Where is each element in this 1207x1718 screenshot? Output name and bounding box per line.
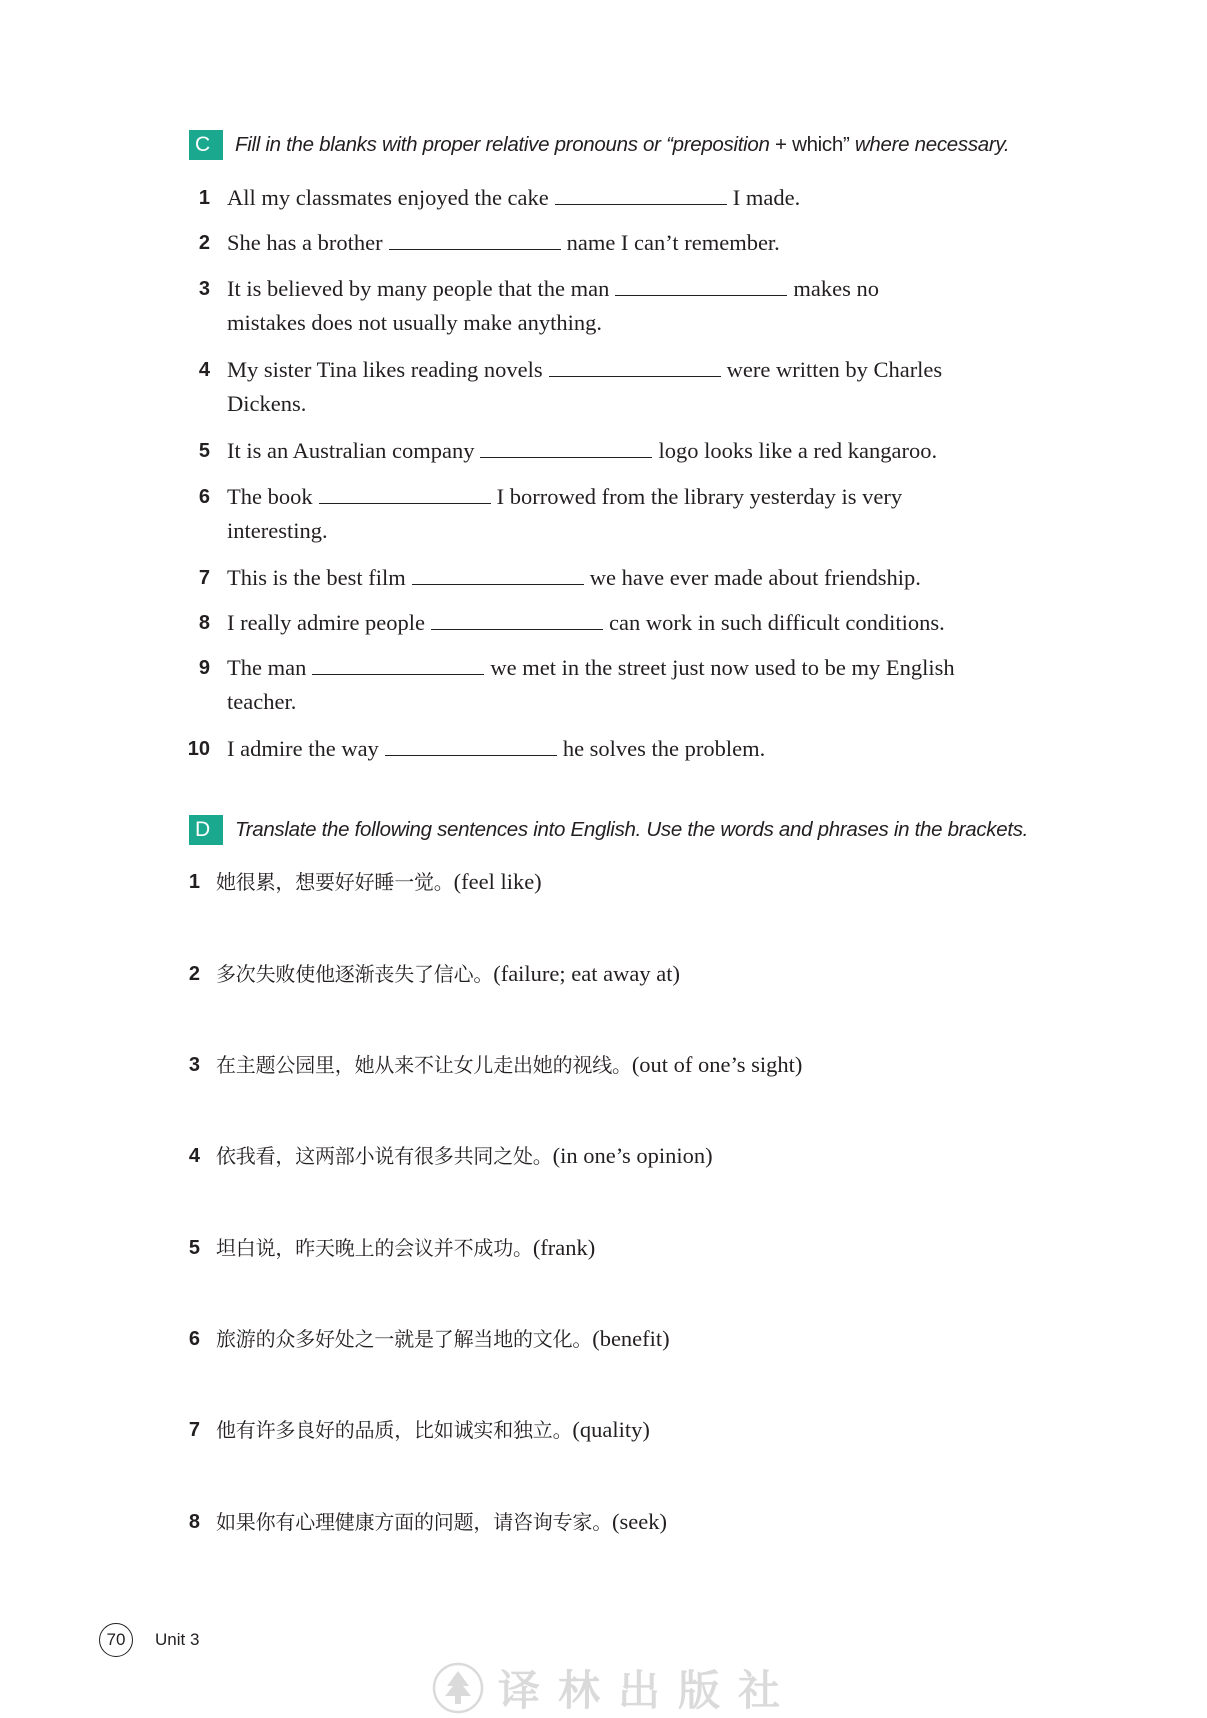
answer-blank[interactable] xyxy=(412,562,584,585)
question-c-7: 7 This is the best film we have ever made about friendship. xyxy=(178,561,1058,595)
publisher-name: 译林出版社 xyxy=(498,1666,799,1715)
page-number: 70 xyxy=(99,1623,133,1657)
question-d-5: 5 坦白说，昨天晚上的会议并不成功。(frank) xyxy=(188,1235,596,1260)
question-d-8: 8 如果你有心理健康方面的问题，请咨询专家。(seek) xyxy=(188,1509,667,1534)
question-c-2: 2 She has a brother name I can’t remember. xyxy=(178,226,1058,260)
answer-blank[interactable] xyxy=(312,652,484,675)
section-c-instruction: Fill in the blanks with proper relative pronouns or “preposition + which” where necessary. xyxy=(235,133,1010,156)
question-c-5: 5 It is an Australian company logo looks like a red kangaroo. xyxy=(178,434,1058,468)
question-d-4: 4 依我看，这两部小说有很多共同之处。(in one’s opinion) xyxy=(188,1143,713,1168)
section-c-badge: C xyxy=(189,130,223,160)
answer-blank[interactable] xyxy=(480,435,652,458)
question-c-6: 6 The book I borrowed from the library yesterday is very interesting. xyxy=(178,480,1058,548)
answer-blank[interactable] xyxy=(389,227,561,250)
question-d-1: 1 她很累，想要好好睡一觉。(feel like) xyxy=(188,869,542,894)
unit-label: Unit 3 xyxy=(155,1630,200,1649)
tree-logo-icon xyxy=(432,1662,484,1714)
question-c-1: 1 All my classmates enjoyed the cake I made. xyxy=(178,181,1058,215)
question-c-10: 10 I admire the way he solves the problem. xyxy=(178,732,1058,766)
section-c-header xyxy=(189,130,1009,160)
question-c-3: 3 It is believed by many people that the man makes no mistakes does not usually make anything. xyxy=(178,272,1058,340)
question-d-6: 6 旅游的众多好处之一就是了解当地的文化。(benefit) xyxy=(188,1326,670,1351)
question-c-4: 4 My sister Tina likes reading novels were written by Charles Dickens. xyxy=(178,353,1058,421)
question-d-7: 7 他有许多良好的品质，比如诚实和独立。(quality) xyxy=(188,1417,650,1442)
section-d-instruction: Translate the following sentences into English. Use the words and phrases in the brackets. xyxy=(235,818,1029,841)
section-d-header xyxy=(189,815,1028,845)
answer-blank[interactable] xyxy=(555,182,727,205)
answer-blank[interactable] xyxy=(431,607,603,630)
publisher-watermark xyxy=(432,1658,798,1718)
question-c-9: 9 The man we met in the street just now used to be my English teacher. xyxy=(178,651,1058,719)
question-d-3: 3 在主题公园里，她从来不让女儿走出她的视线。(out of one’s sight) xyxy=(188,1052,803,1077)
page-footer xyxy=(99,1623,199,1657)
answer-blank[interactable] xyxy=(615,273,787,296)
question-c-8: 8 I really admire people can work in such difficult conditions. xyxy=(178,606,1058,640)
answer-blank[interactable] xyxy=(319,481,491,504)
answer-blank[interactable] xyxy=(549,354,721,377)
question-d-2: 2 多次失败使他逐渐丧失了信心。(failure; eat away at) xyxy=(188,961,680,986)
section-d-badge: D xyxy=(189,815,223,845)
answer-blank[interactable] xyxy=(385,733,557,756)
